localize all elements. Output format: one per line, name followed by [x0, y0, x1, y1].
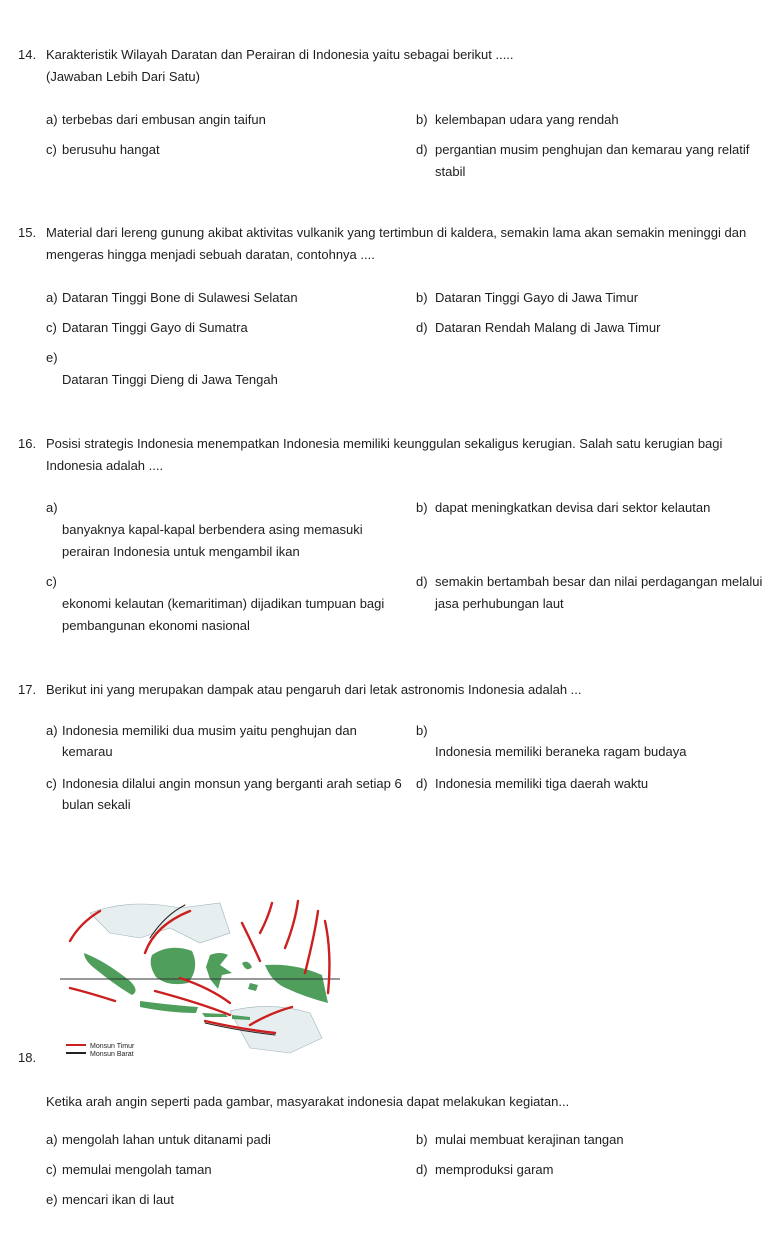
option-text: mulai membuat kerajinan tangan: [435, 1132, 624, 1147]
question-stem: Karakteristik Wilayah Daratan dan Perairan di Indonesia yaitu sebagai berikut .....: [46, 47, 514, 62]
option-label: c): [46, 142, 57, 157]
option-text: Indonesia memiliki dua musim yaitu penghujan dan: [62, 723, 357, 738]
option-text: memulai mengolah taman: [62, 1162, 212, 1177]
option-label: c): [46, 776, 57, 791]
option-label: a): [46, 723, 58, 738]
option-label: d): [416, 776, 428, 791]
option-text: banyaknya kapal-kapal berbendera asing memasuki: [62, 522, 363, 537]
option-text-line-2: kemarau: [62, 744, 113, 759]
question-stem-line-2: Indonesia adalah ....: [46, 458, 164, 473]
question-number: 18.: [18, 1050, 37, 1065]
option-text-line-2: jasa perhubungan laut: [435, 596, 564, 611]
option-label: e): [46, 1192, 58, 1207]
question-number: 15.: [18, 225, 37, 240]
option-text: Dataran Tinggi Dieng di Jawa Tengah: [62, 372, 278, 387]
option-text: Dataran Tinggi Bone di Sulawesi Selatan: [62, 290, 298, 305]
option-text: terbebas dari embusan angin taifun: [62, 112, 266, 127]
option-text: Dataran Rendah Malang di Jawa Timur: [435, 320, 661, 335]
legend-east-label: Monsun Timur: [90, 1043, 135, 1050]
option-text: ekonomi kelautan (kemaritiman) dijadikan tumpuan bagi: [62, 596, 385, 611]
option-label: d): [416, 574, 428, 589]
option-text: dapat meningkatkan devisa dari sektor kelautan: [435, 500, 711, 515]
option-label: c): [46, 320, 57, 335]
option-text: Indonesia dilalui angin monsun yang berganti arah setiap 6: [62, 776, 402, 791]
option-text: Indonesia memiliki tiga daerah waktu: [435, 776, 649, 791]
option-label: c): [46, 1162, 57, 1177]
option-label: b): [416, 290, 428, 305]
legend-west-label: Monsun Barat: [90, 1051, 134, 1058]
option-label: c): [46, 574, 57, 589]
option-label: b): [416, 1132, 428, 1147]
option-text-line-2: perairan Indonesia untuk mengambil ikan: [62, 544, 300, 559]
option-text: Dataran Tinggi Gayo di Jawa Timur: [435, 290, 639, 305]
option-text: berusuhu hangat: [62, 142, 160, 157]
option-label: b): [416, 112, 428, 127]
option-label: a): [46, 290, 58, 305]
option-text: Dataran Tinggi Gayo di Sumatra: [62, 320, 248, 335]
question-note: (Jawaban Lebih Dari Satu): [46, 69, 200, 84]
option-label: a): [46, 112, 58, 127]
option-text: Indonesia memiliki beraneka ragam budaya: [435, 744, 687, 759]
option-label: d): [416, 142, 428, 157]
option-label: b): [416, 723, 428, 738]
question-stem: Posisi strategis Indonesia menempatkan Indonesia memiliki keunggulan sekaligus kerugian. Salah satu kerugian bagi: [46, 436, 723, 451]
question-number: 17.: [18, 682, 37, 697]
option-label: a): [46, 1132, 58, 1147]
option-text: memproduksi garam: [435, 1162, 554, 1177]
option-text: mengolah lahan untuk ditanami padi: [62, 1132, 271, 1147]
option-label: d): [416, 320, 428, 335]
question-stem: Berikut ini yang merupakan dampak atau pengaruh dari letak astronomis Indonesia adalah ...: [46, 682, 582, 697]
option-text: kelembapan udara yang rendah: [435, 112, 619, 127]
option-label: b): [416, 500, 428, 515]
option-text-line-2: pembangunan ekonomi nasional: [62, 618, 250, 633]
option-text: pergantian musim penghujan dan kemarau yang relatif: [435, 142, 750, 157]
question-number: 16.: [18, 436, 37, 451]
monsoon-map-image: [60, 893, 345, 1063]
option-label: d): [416, 1162, 428, 1177]
question-stem: Material dari lereng gunung akibat aktivitas vulkanik yang tertimbun di kaldera, semakin lama akan semakin meninggi dan: [46, 225, 747, 240]
option-text: mencari ikan di laut: [62, 1192, 174, 1207]
option-label: a): [46, 500, 58, 515]
option-text-line-2: stabil: [435, 164, 466, 179]
question-number: 14.: [18, 47, 37, 62]
option-text: semakin bertambah besar dan nilai perdagangan melalui: [435, 574, 763, 589]
option-label: e): [46, 350, 58, 365]
question-stem: Ketika arah angin seperti pada gambar, masyarakat indonesia dapat melakukan kegiatan...: [46, 1094, 570, 1109]
question-stem-line-2: mengeras hingga menjadi sebuah daratan, contohnya ....: [46, 247, 375, 262]
option-text-line-2: bulan sekali: [62, 797, 131, 812]
